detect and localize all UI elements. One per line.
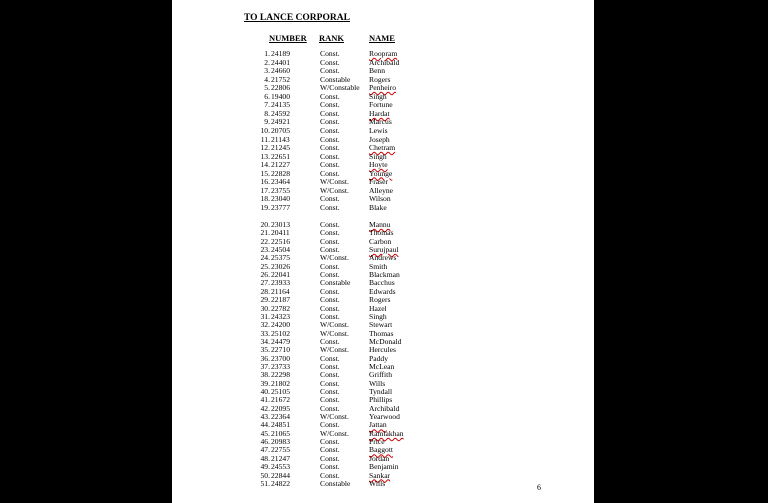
row-name: Thomas <box>369 328 394 338</box>
row-index: 5. <box>264 83 270 93</box>
row-rank: Const. <box>320 108 340 118</box>
row-name: Singh <box>369 91 387 101</box>
row-index: 42. <box>260 403 270 413</box>
row-number: 24851 <box>271 420 290 430</box>
row-rank: W/Const. <box>320 428 349 438</box>
row-rank: Const. <box>320 228 340 238</box>
row-number: 24592 <box>271 108 290 118</box>
row-rank: Constable <box>320 478 351 488</box>
row-index: 7. <box>264 100 270 110</box>
row-name: Carbon <box>369 236 392 246</box>
row-rank: Const. <box>320 403 340 413</box>
row-name: Edwards <box>369 286 396 296</box>
row-index: 19. <box>260 202 270 212</box>
header-rank: RANK <box>319 33 345 43</box>
row-rank: Const. <box>320 194 340 204</box>
row-name: Andrews <box>369 253 397 263</box>
row-rank: Const. <box>320 336 340 346</box>
row-name: Penheiro <box>369 83 396 93</box>
row-name: Singh <box>369 311 387 321</box>
row-number: 24822 <box>271 478 290 488</box>
row-index: 37. <box>260 361 270 371</box>
row-rank: Const. <box>320 295 340 305</box>
row-rank: W/Const. <box>320 177 349 187</box>
row-number: 24504 <box>271 245 290 255</box>
row-index: 40. <box>260 387 270 396</box>
row-index: 36. <box>260 353 270 363</box>
row-index: 45. <box>260 428 270 438</box>
row-name: Fortune <box>369 100 393 110</box>
row-name: McDonald <box>369 336 402 346</box>
row-rank: Const. <box>320 245 340 255</box>
row-name: Hercules <box>369 345 396 355</box>
row-number: 23040 <box>271 194 290 204</box>
row-index: 43. <box>260 412 270 421</box>
row-index: 24. <box>260 253 270 263</box>
row-name: Wilson <box>369 194 391 204</box>
row-rank: Const. <box>320 470 340 480</box>
row-rank: Const. <box>320 370 340 380</box>
row-number: 23013 <box>271 220 290 229</box>
row-number: 24323 <box>271 311 290 321</box>
row-index: 50. <box>260 470 270 480</box>
row-rank: Const. <box>320 151 340 161</box>
row-rank: Const. <box>320 168 340 178</box>
row-index: 49. <box>260 462 270 472</box>
row-name: Benn <box>369 66 386 76</box>
row-rank: Const. <box>320 57 340 67</box>
row-index: 21. <box>260 228 270 238</box>
row-index: 11. <box>260 134 270 144</box>
document-page <box>172 0 594 503</box>
row-rank: Const. <box>320 236 340 246</box>
row-number: 24135 <box>271 100 290 110</box>
row-rank: Const. <box>320 134 340 144</box>
row-number: 22828 <box>271 168 290 178</box>
row-name: Joseph <box>369 134 390 144</box>
row-index: 39. <box>260 378 270 388</box>
row-name: Fraser <box>369 177 388 187</box>
row-index: 16. <box>260 177 270 187</box>
row-name: Lewis <box>369 126 388 135</box>
page-number: 6 <box>537 483 541 492</box>
row-index: 38. <box>260 370 270 380</box>
row-rank: W/Const. <box>320 412 349 421</box>
row-name: Yearwood <box>369 412 400 421</box>
row-number: 24401 <box>271 57 290 67</box>
row-index: 34. <box>260 336 270 346</box>
row-number: 25375 <box>271 253 290 263</box>
row-number: 21227 <box>271 160 290 170</box>
row-index: 22. <box>260 236 270 246</box>
row-number: 23777 <box>271 202 290 212</box>
row-rank: Const. <box>320 353 340 363</box>
row-name: Hardat <box>369 108 390 118</box>
row-name: Blake <box>369 202 387 212</box>
row-name: Paddy <box>369 353 388 363</box>
row-rank: Const. <box>320 361 340 371</box>
row-name: Phillips <box>369 395 393 405</box>
row-number: 24189 <box>271 49 290 58</box>
header-name: NAME <box>369 33 395 43</box>
row-index: 25. <box>260 261 270 271</box>
row-number: 23733 <box>271 361 290 371</box>
row-number: 21143 <box>271 134 290 144</box>
row-number: 23700 <box>271 353 290 363</box>
row-number: 21802 <box>271 378 290 388</box>
row-rank: Const. <box>320 311 340 321</box>
row-number: 24200 <box>271 320 290 330</box>
row-number: 19400 <box>271 91 290 101</box>
row-number: 22755 <box>271 445 290 455</box>
row-index: 41. <box>260 395 270 405</box>
row-name: Stewart <box>369 320 393 330</box>
row-name: Alleyne <box>369 185 394 195</box>
row-rank: Constable <box>320 74 351 84</box>
row-name: Singh <box>369 151 387 161</box>
row-rank: Const. <box>320 453 340 463</box>
row-rank: Const. <box>320 378 340 388</box>
row-name: Surujpaul <box>369 245 399 255</box>
row-index: 2. <box>264 57 270 67</box>
row-name: Tyndall <box>369 387 393 396</box>
row-number: 22298 <box>271 370 290 380</box>
row-rank: Const. <box>320 420 340 430</box>
row-rank: Const. <box>320 445 340 455</box>
row-number: 20983 <box>271 437 290 447</box>
row-rank: Const. <box>320 91 340 101</box>
row-index: 51. <box>260 478 270 488</box>
row-name: Rogers <box>369 74 391 84</box>
row-index: 46. <box>260 437 270 447</box>
row-name: Price <box>369 437 385 447</box>
row-name: Archibald <box>369 403 400 413</box>
row-index: 4. <box>264 74 270 84</box>
row-rank: Const. <box>320 143 340 153</box>
row-rank: Const. <box>320 387 340 396</box>
row-name: Benjamin <box>369 462 399 472</box>
row-number: 23933 <box>271 278 290 288</box>
row-name: Archibald <box>369 57 400 67</box>
row-name: Blackman <box>369 270 400 280</box>
row-number: 22041 <box>271 270 290 280</box>
row-rank: Const. <box>320 126 340 135</box>
row-index: 13. <box>260 151 270 161</box>
row-name: Bacchus <box>369 278 395 288</box>
row-number: 21164 <box>271 286 290 296</box>
row-number: 25105 <box>271 387 290 396</box>
row-index: 23. <box>260 245 270 255</box>
row-name: Wills <box>369 378 386 388</box>
row-number: 21247 <box>271 453 290 463</box>
row-name: Smith <box>369 261 388 271</box>
row-index: 35. <box>260 345 270 355</box>
row-number: 24921 <box>271 117 290 127</box>
row-number: 23464 <box>271 177 290 187</box>
row-name: Wills <box>369 478 386 488</box>
row-name: Mannu <box>369 220 391 229</box>
row-index: 9. <box>264 117 270 127</box>
row-index: 27. <box>260 278 270 288</box>
row-index: 28. <box>260 286 270 296</box>
row-name: Hoyte <box>369 160 388 170</box>
row-index: 1. <box>264 49 270 58</box>
row-number: 24479 <box>271 336 290 346</box>
row-name: Hazel <box>369 303 387 313</box>
row-index: 12. <box>260 143 270 153</box>
row-number: 22095 <box>271 403 290 413</box>
row-number: 25102 <box>271 328 290 338</box>
row-index: 44. <box>260 420 270 430</box>
row-rank: W/Const. <box>320 345 349 355</box>
row-name: McLean <box>369 361 395 371</box>
row-number: 22806 <box>271 83 290 93</box>
row-rank: Const. <box>320 220 340 229</box>
row-name: Ramlakhan <box>369 428 404 438</box>
row-number: 21752 <box>271 74 290 84</box>
row-number: 20411 <box>271 228 290 238</box>
row-name: Jattan <box>369 420 387 430</box>
row-name: Thomas <box>369 228 394 238</box>
row-number: 21065 <box>271 428 290 438</box>
row-name: Sankar <box>369 470 391 480</box>
row-rank: Const. <box>320 462 340 472</box>
header-number: NUMBER <box>269 33 307 43</box>
row-index: 20. <box>260 220 270 229</box>
row-index: 3. <box>264 66 270 76</box>
row-index: 15. <box>260 168 270 178</box>
row-rank: Const. <box>320 286 340 296</box>
row-index: 31. <box>260 311 270 321</box>
row-number: 22651 <box>271 151 290 161</box>
row-rank: Const. <box>320 395 340 405</box>
row-number: 22844 <box>271 470 290 480</box>
row-rank: Const. <box>320 270 340 280</box>
row-index: 29. <box>260 295 270 305</box>
row-rank: W/Const. <box>320 185 349 195</box>
row-name: Younge <box>369 168 393 178</box>
row-index: 26. <box>260 270 270 280</box>
row-number: 21672 <box>271 395 290 405</box>
row-name: Marcus <box>369 117 392 127</box>
row-name: Jordan <box>369 453 390 463</box>
row-index: 8. <box>264 108 270 118</box>
row-index: 10. <box>260 126 270 135</box>
row-number: 24660 <box>271 66 290 76</box>
row-rank: Const. <box>320 66 340 76</box>
row-rank: W/Const. <box>320 320 349 330</box>
row-rank: Const. <box>320 261 340 271</box>
row-number: 24553 <box>271 462 290 472</box>
row-number: 22516 <box>271 236 290 246</box>
row-number: 20705 <box>271 126 290 135</box>
row-number: 21245 <box>271 143 290 153</box>
row-index: 32. <box>260 320 270 330</box>
row-rank: Const. <box>320 303 340 313</box>
row-index: 48. <box>260 453 270 463</box>
row-index: 30. <box>260 303 270 313</box>
row-number: 22187 <box>271 295 290 305</box>
row-rank: W/Const. <box>320 328 349 338</box>
row-rank: W/Constable <box>320 83 360 93</box>
row-index: 33. <box>260 328 270 338</box>
row-index: 17. <box>260 185 270 195</box>
row-name: Chetram <box>369 143 396 153</box>
row-rank: Const. <box>320 100 340 110</box>
row-number: 23026 <box>271 261 290 271</box>
row-name: Baggott <box>369 445 394 455</box>
row-index: 18. <box>260 194 270 204</box>
row-rank: Const. <box>320 49 340 58</box>
row-name: Roopram <box>369 49 398 58</box>
row-name: Rogers <box>369 295 391 305</box>
row-number: 22364 <box>271 412 290 421</box>
row-rank: Const. <box>320 437 340 447</box>
row-index: 6. <box>264 91 270 101</box>
row-rank: Const. <box>320 160 340 170</box>
row-number: 22782 <box>271 303 290 313</box>
row-rank: Constable <box>320 278 351 288</box>
row-rank: Const. <box>320 117 340 127</box>
row-number: 22710 <box>271 345 290 355</box>
row-index: 14. <box>260 160 270 170</box>
row-index: 47. <box>260 445 270 455</box>
row-number: 23755 <box>271 185 290 195</box>
row-rank: W/Const. <box>320 253 349 263</box>
row-rank: Const. <box>320 202 340 212</box>
page-title: TO LANCE CORPORAL <box>244 13 350 23</box>
row-name: Griffith <box>369 370 393 380</box>
